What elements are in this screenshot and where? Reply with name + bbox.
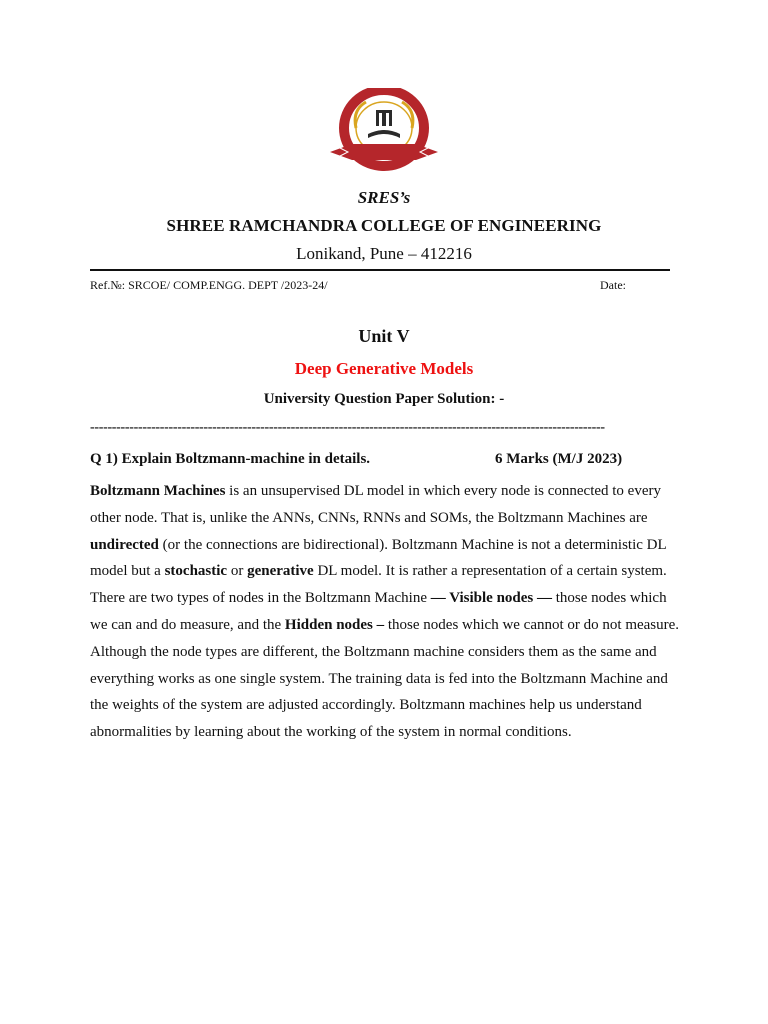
answer-text: (or the connections are bidirectional). Boltzmann Machine is not a deterministic DL model but a <box>90 536 667 580</box>
dashed-separator: ---------------------------------------------------------------------------------------------------------------------- <box>90 420 605 435</box>
answer-text: those nodes which we can and do measure, and the <box>90 590 667 633</box>
question-marks: 6 Marks (M/J 2023) <box>495 451 623 467</box>
answer-text: those nodes which we cannot or do not measure. Although the node types are different, the Boltzmann machine considers them as the same and everything works as one single system. The training data is fed into the Boltzmann Machine and the weights of the system are adjusted accordingly. Boltzmann machines help us understand abnormalities by learning about the working of the system in normal conditions. <box>90 616 680 741</box>
answer-text: or <box>227 563 248 580</box>
header-rule <box>90 269 670 271</box>
college-emblem-icon <box>322 88 446 176</box>
date-label: Date: <box>600 278 626 292</box>
answer-bold-term: — Visible nodes — <box>430 590 553 607</box>
answer-bold-term: Hidden nodes – <box>284 616 385 633</box>
college-address: Lonikand, Pune – 412216 <box>296 244 472 263</box>
institution-prefix: SRES’s <box>357 188 411 207</box>
answer-bold-term: Boltzmann Machines <box>90 483 226 499</box>
college-name: SHREE RAMCHANDRA COLLEGE OF ENGINEERING <box>166 216 602 235</box>
answer-bold-term: generative <box>247 563 314 580</box>
reference-number: Ref.№: SRCOE/ COMP.ENGG. DEPT /2023-24/ <box>90 278 328 292</box>
question-text: Q 1) Explain Boltzmann-machine in details. <box>90 451 371 467</box>
answer-bold-term: stochastic <box>164 563 228 580</box>
answer-bold-term: undirected <box>90 536 159 553</box>
section-title: University Question Paper Solution: - <box>263 391 505 407</box>
answer-paragraph <box>90 478 680 746</box>
answer-text: DL model. It is rather a representation of a certain system. There are two types of nodes in the Boltzmann Machine <box>90 563 667 607</box>
topic-title: Deep Generative Models <box>294 359 474 378</box>
unit-title: Unit V <box>358 326 410 346</box>
answer-text: is an unsupervised DL model in which every node is connected to every other node. That is, unlike the ANNs, CNNs, RNNs and SOMs, the Boltzmann Machines are <box>90 483 661 526</box>
